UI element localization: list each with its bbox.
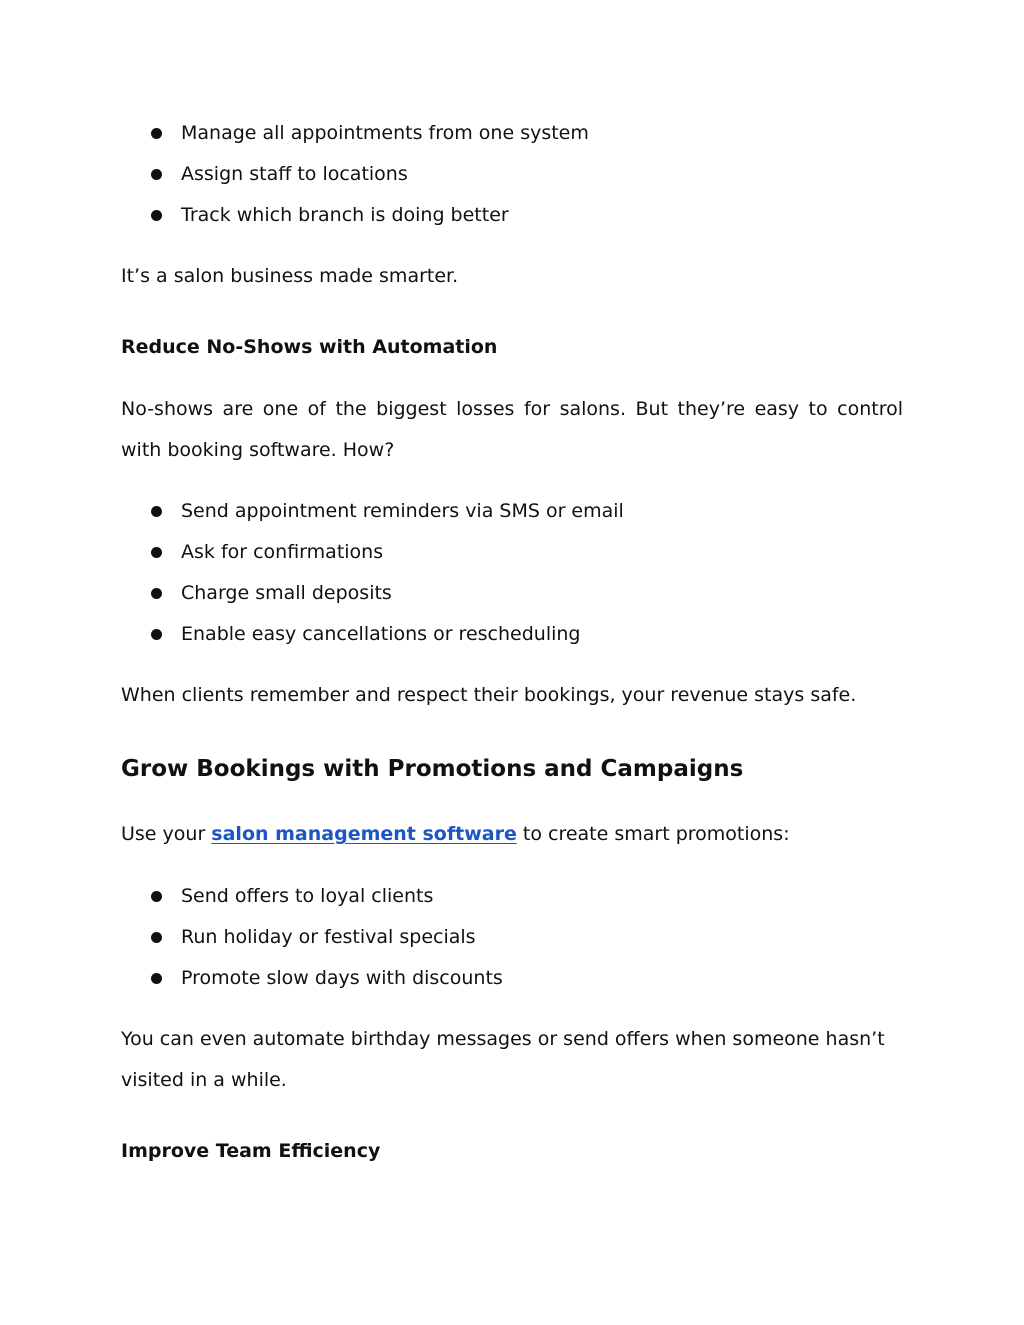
- paragraph-no-shows: No-shows are one of the biggest losses for salons. But they’re easy to control with booking software. How?: [121, 398, 903, 461]
- feature-list-promotions: [121, 876, 903, 999]
- list-item: Charge small deposits: [121, 573, 903, 614]
- paragraph-summary: It’s a salon business made smarter.: [121, 265, 459, 287]
- list-item: Promote slow days with discounts: [121, 958, 903, 999]
- bullet-icon: [151, 128, 162, 139]
- salon-software-link[interactable]: salon management software: [211, 823, 517, 845]
- list-item: Send offers to loyal clients: [121, 876, 903, 917]
- bullet-icon: [151, 588, 162, 599]
- bullet-icon: [151, 891, 162, 902]
- bullet-icon: [151, 506, 162, 517]
- list-item: Run holiday or festival specials: [121, 917, 903, 958]
- list-item: Send appointment reminders via SMS or email: [121, 491, 903, 532]
- paragraph-promotions: Use your salon management software to create smart promotions:: [121, 823, 790, 845]
- list-item: Enable easy cancellations or rescheduling: [121, 614, 903, 655]
- paragraph-automation: You can even automate birthday messages or send offers when someone hasn’t visited in a while.: [121, 1028, 885, 1091]
- heading-promotions: Grow Bookings with Promotions and Campaigns: [121, 756, 744, 782]
- bullet-icon: [151, 629, 162, 640]
- bullet-icon: [151, 973, 162, 984]
- subheading-no-shows: Reduce No-Shows with Automation: [121, 336, 498, 358]
- feature-list-no-shows: [121, 491, 903, 655]
- list-item: Manage all appointments from one system: [121, 113, 903, 154]
- list-item: Track which branch is doing better: [121, 195, 903, 236]
- bullet-icon: [151, 932, 162, 943]
- bullet-icon: [151, 169, 162, 180]
- list-item: Assign staff to locations: [121, 154, 903, 195]
- bullet-icon: [151, 210, 162, 221]
- bullet-icon: [151, 547, 162, 558]
- list-item: Ask for confirmations: [121, 532, 903, 573]
- paragraph-revenue: When clients remember and respect their bookings, your revenue stays safe.: [121, 684, 857, 706]
- subheading-team-efficiency: Improve Team Efficiency: [121, 1140, 381, 1162]
- feature-list-multi-location: [121, 113, 903, 236]
